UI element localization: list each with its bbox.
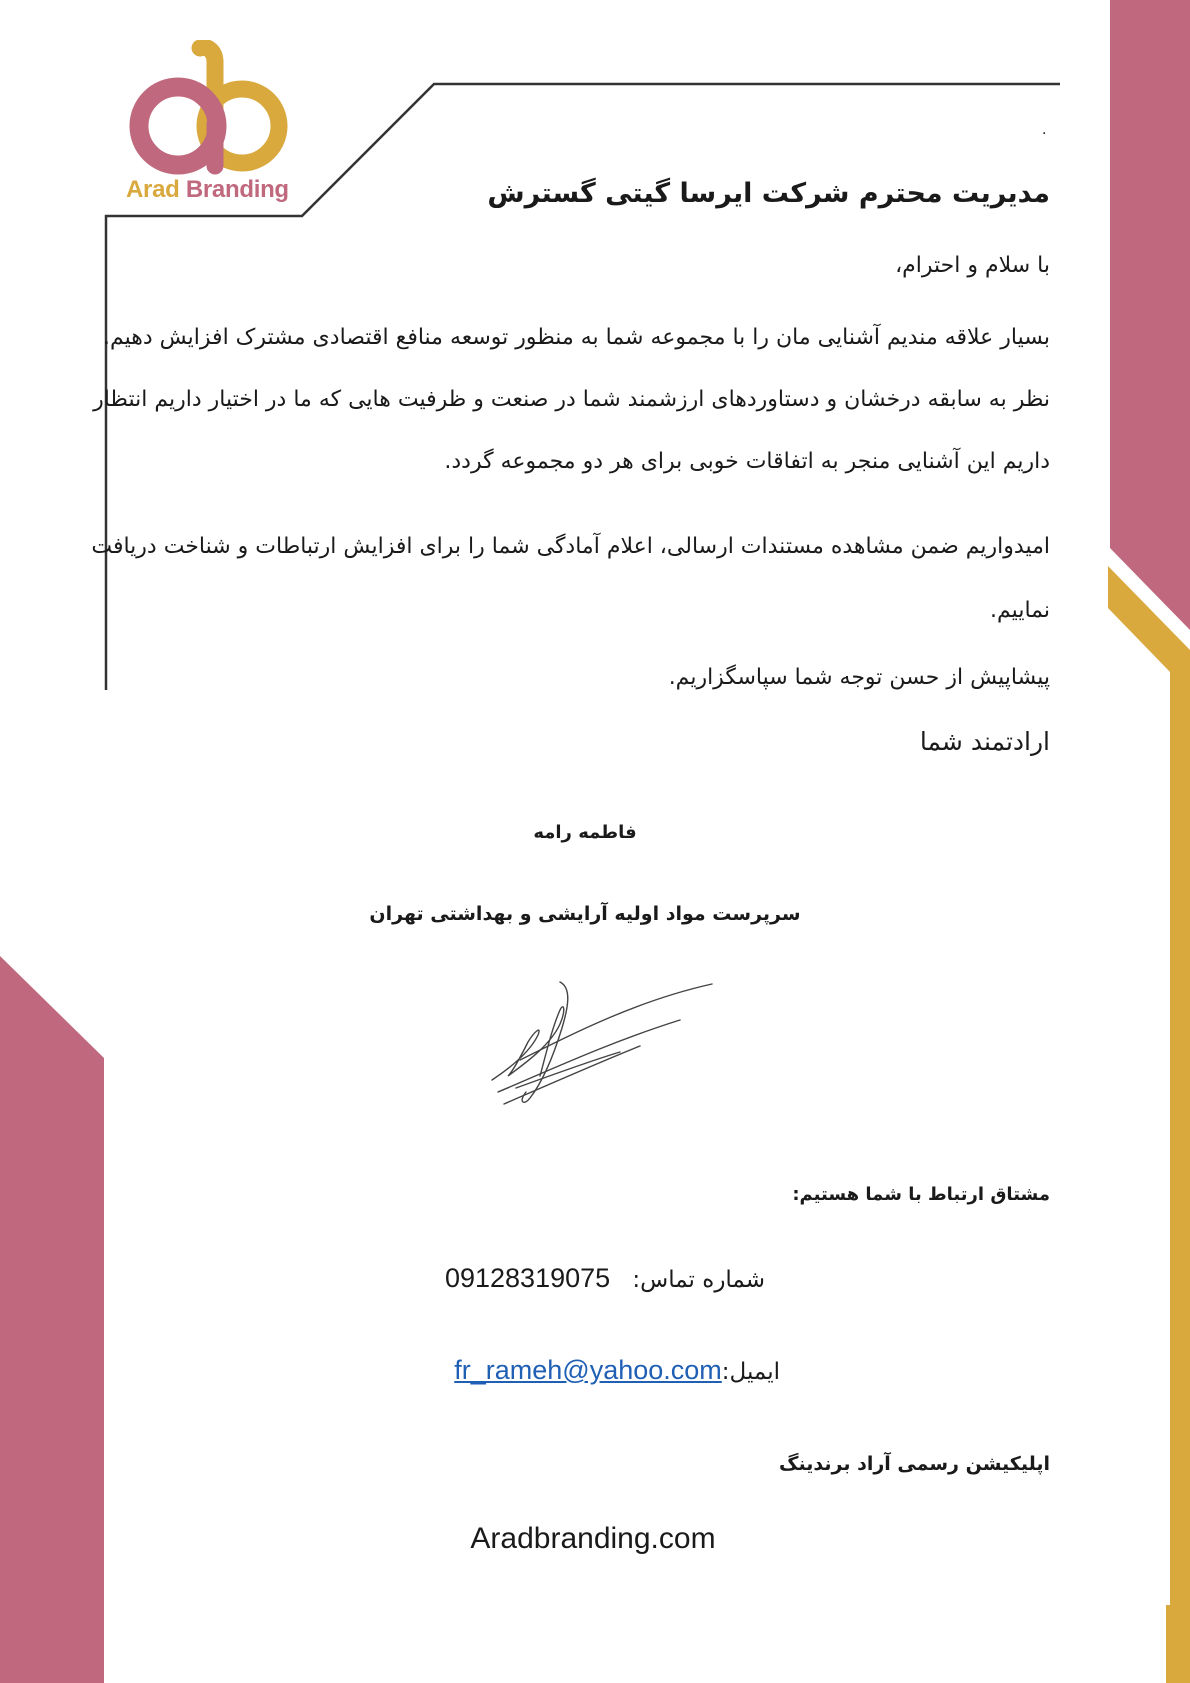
letter-title: مدیریت محترم شرکت ایرسا گیتی گسترش [487,178,1050,209]
pink-band-top-right [1110,0,1190,630]
website-text: Aradbranding.com [470,1522,716,1555]
email-row [420,1355,780,1386]
body-line-4: امیدواریم ضمن مشاهده مستندات ارسالی، اعلام آمادگی شما را برای افزایش ارتباطات و شناخت دریافت [91,534,1050,559]
pink-band-bottom-left [0,956,104,1683]
signer-name: فاطمه رامه [533,822,637,843]
logo-word-branding: Branding [185,176,289,203]
body-line-6: پیشاپیش از حسن توجه شما سپاسگزاریم. [668,665,1050,690]
phone-label: شماره تماس: [632,1267,765,1293]
handwritten-signature [490,980,720,1120]
email-label: ایمیل: [721,1359,780,1385]
gold-band-right [1108,566,1190,1683]
phone-row [435,1263,765,1294]
email-link[interactable]: fr_rameh@yahoo.com [454,1355,722,1385]
body-line-5: نماییم. [990,598,1050,623]
signer-role: سرپرست مواد اولیه آرایشی و بهداشتی تهران [369,903,801,925]
greeting: با سلام و احترام، [895,253,1050,278]
body-line-1: بسیار علاقه مندیم آشنایی مان را با مجموعه شما به منظور توسعه منافع اقتصادی مشترک افزایش دهیم. [102,325,1050,350]
logo-wordmark [126,176,289,204]
phone-number[interactable]: 09128319075 [444,1263,611,1293]
logo-word-arad: Arad [126,176,180,203]
closing: ارادتمند شما [919,727,1050,756]
body-line-2: نظر به سابقه درخشان و دستاوردهای ارزشمند شما در صنعت و ظرفیت هایی که ما در اختیار داریم انتظار [93,387,1050,412]
contact-heading: مشتاق ارتباط با شما هستیم: [792,1184,1050,1205]
header-dot: . [1042,122,1047,138]
body-line-3: داریم این آشنایی منجر به اتفاقات خوبی برای هر دو مجموعه گردد. [444,449,1050,474]
app-line: اپلیکیشن رسمی آراد برندینگ [779,1453,1050,1475]
